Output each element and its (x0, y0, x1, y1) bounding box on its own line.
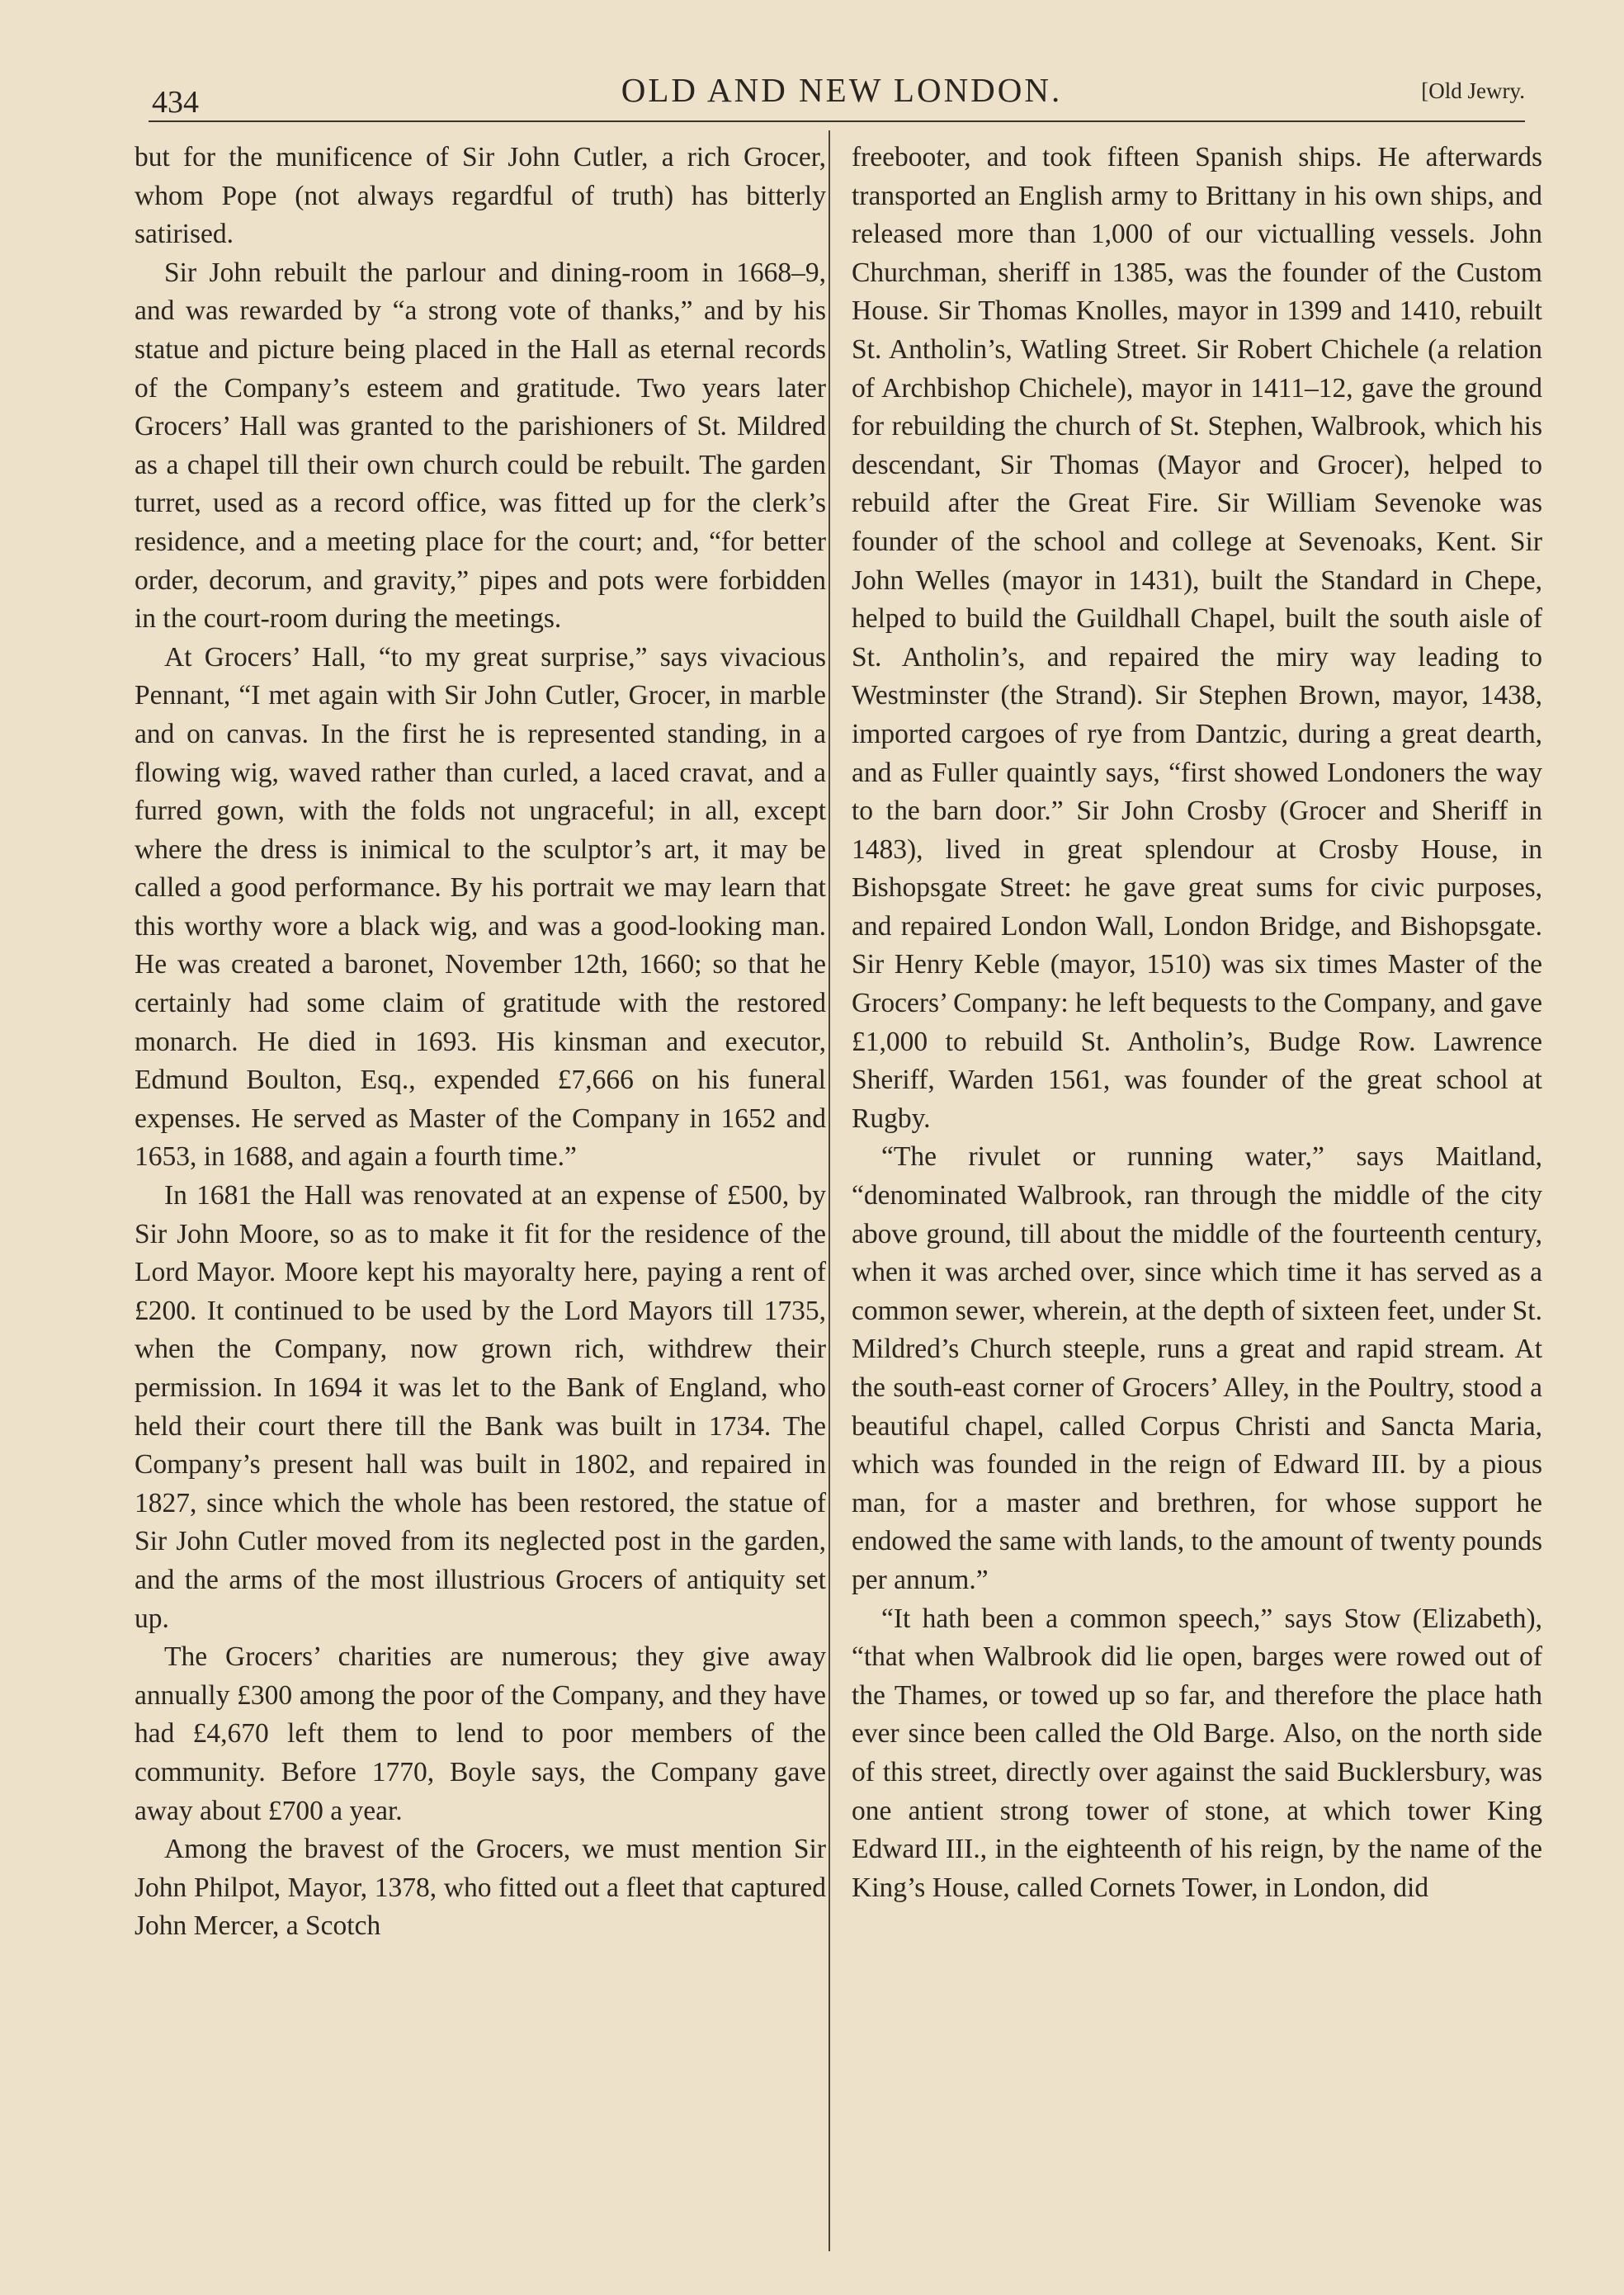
paragraph: “It hath been a common speech,” says Stow (Elizabeth), “that when Walbrook did lie open, barges were rowed out of the Thames, or towed up so far, and therefore the place hath ever since been called the Old Barge. Also, on the north side of this street, directly over against the said Bucklersbury, was one antient strong tower of stone, at which tower King Edward III., in the eighteenth of his reign, by the name of the King’s House, called Cornets Tower, in London, did (852, 1603, 1542, 1903)
paragraph: freebooter, and took fifteen Spanish ships. He afterwards transported an English army to Brittany in his own ships, and released more than 1,000 of our victualling vessels. John Churchman, sheriff in 1385, was the founder of the Custom House. Sir Thomas Knolles, mayor in 1399 and 1410, rebuilt St. Antholin’s, Watling Street. Sir Robert Chichele (a relation of Archbishop Chichele), mayor in 1411–12, gave the ground for rebuilding the church of St. Stephen, Walbrook, which his descendant, Sir Thomas (Mayor and Grocer), helped to rebuild after the Great Fire. Sir William Sevenoke was founder of the school and college at Sevenoaks, Kent. Sir John Welles (mayor in 1431), built the Standard in Chepe, helped to build the Guildhall Chapel, built the south aisle of St. Antholin’s, and repaired the miry way leading to Westminster (the Strand). Sir Stephen Brown, mayor, 1438, imported cargoes of rye from Dantzic, during a great dearth, and as Fuller quaintly says, “first showed Londoners the way to the barn door.” Sir John Crosby (Grocer and Sheriff in 1483), lived in great splendour at Crosby House, in Bishopsgate Street: he gave great sums for civic purposes, and repaired London Wall, London Bridge, and Bishopsgate. Sir Henry Keble (mayor, 1510) was six times Master of the Grocers’ Company: he left bequests to the Company, and gave £1,000 to rebuild St. Antholin’s, Budge Row. Lawrence Sheriff, Warden 1561, was founder of the great school at Rugby. (852, 142, 1542, 1134)
paragraph: Sir John rebuilt the parlour and dining-room in 1668–9, and was rewarded by “a strong vote of thanks,” and by his statue and picture being placed in the Hall as eternal records of the Company’s esteem and gratitude. Two years later Grocers’ Hall was granted to the parishioners of St. Mildred as a chapel till their own church could be rebuilt. The garden turret, used as a record office, was fitted up for the clerk’s residence, and a meeting place for the court; and, “for better order, decorum, and gravity,” pipes and pots were forbidden in the court-room during the meetings. (135, 257, 826, 635)
paragraph: The Grocers’ charities are numerous; they give away annually £300 among the poor of the Company, and they have had £4,670 left them to lend to poor members of the community. Before 1770, Boyle says, the Company gave away about £700 a year. (135, 1641, 826, 1826)
section-label: [Old Jewry. (1421, 78, 1525, 103)
paragraph: At Grocers’ Hall, “to my great surprise,” says vivacious Pennant, “I met again with Sir John Cutler, Grocer, in marble and on canvas. In the first he is represented standing, in a flowing wig, waved rather than curled, a laced cravat, and a furred gown, with the folds not ungraceful; in all, except where the dress is inimical to the sculptor’s art, it may be called a good performance. By his portrait we may learn that this worthy wore a black wig, and was a good-looking man. He was created a baronet, November 12th, 1660; so that he certainly had some claim of gratitude with the restored monarch. He died in 1693. His kinsman and executor, Edmund Boulton, Esq., expended £7,666 on his funeral expenses. He served as Master of the Company in 1652 and 1653, in 1688, and again a fourth time.” (135, 641, 826, 1173)
left-column (135, 139, 826, 1946)
page-number: 434 (152, 85, 199, 120)
paragraph: “The rivulet or running water,” says Maitland, “denominated Walbrook, ran through the middle of the city above ground, till about the middle of the fourteenth century, when it was arched over, since which time it has served as a common sewer, wherein, at the depth of sixteen feet, under St. Mildred’s Church steeple, runs a great and rapid stream. At the south-east corner of Grocers’ Alley, in the Poultry, stood a beautiful chapel, called Corpus Christi and Sancta Maria, which was founded in the reign of Edward III. by a pious man, for a master and brethren, for whose support he endowed the same with lands, to the amount of twenty pounds per annum.” (852, 1141, 1542, 1595)
header-rule (149, 120, 1525, 122)
paragraph: In 1681 the Hall was renovated at an expense of £500, by Sir John Moore, so as to make it fit for the residence of the Lord Mayor. Moore kept his mayoralty here, paying a rent of £200. It continued to be used by the Lord Mayors till 1735, when the Company, now grown rich, withdrew their permission. In 1694 it was let to the Bank of England, who held their court there till the Bank was built in 1734. The Company’s present hall was built in 1802, and repaired in 1827, since which the whole has been restored, the statue of Sir John Cutler moved from its neglected post in the garden, and the arms of the most illustrious Grocers of antiquity set up. (135, 1180, 826, 1634)
column-divider (829, 130, 830, 2251)
running-title: OLD AND NEW LONDON. (621, 71, 1063, 109)
paragraph: Among the bravest of the Grocers, we must mention Sir John Philpot, Mayor, 1378, who fitted out a fleet that captured John Mercer, a Scotch (135, 1834, 826, 1942)
right-column (852, 139, 1542, 1907)
paragraph: but for the munificence of Sir John Cutler, a rich Grocer, whom Pope (not always regardful of truth) has bitterly satirised. (135, 142, 826, 250)
